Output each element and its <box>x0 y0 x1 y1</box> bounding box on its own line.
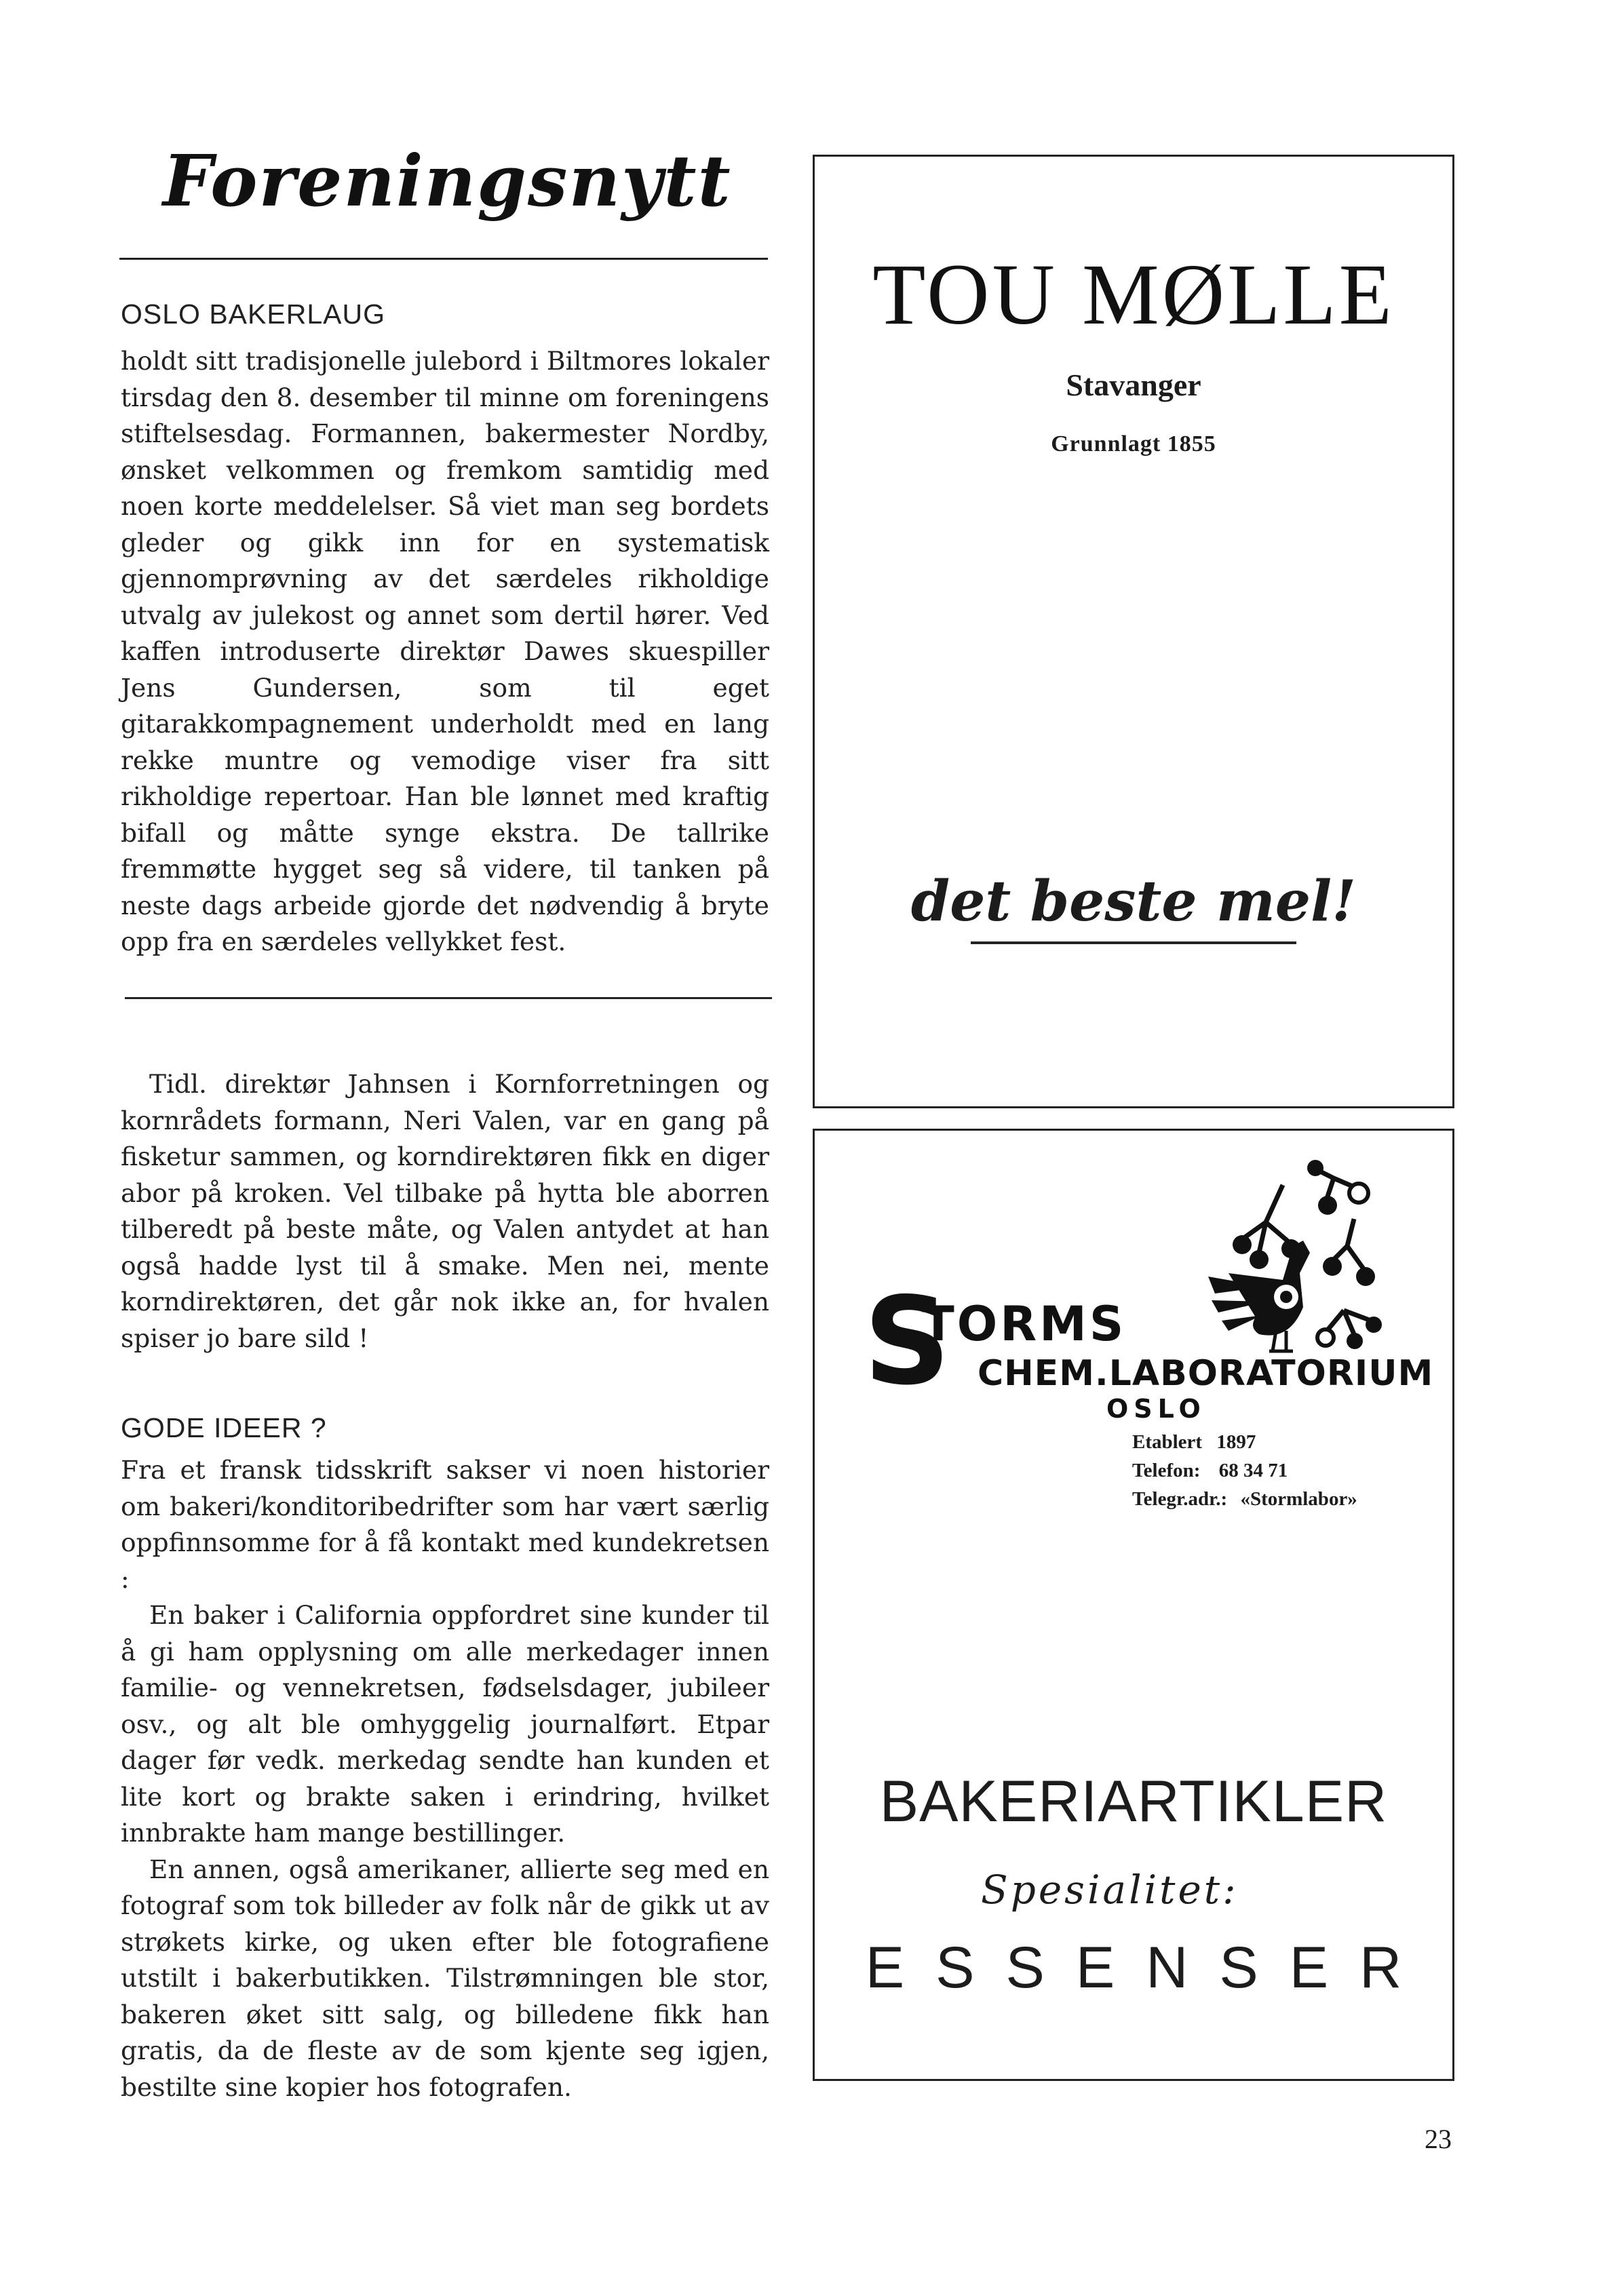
storms-specialty-value: ESSENSER <box>865 1935 1433 2000</box>
article-body-gode-ideer <box>121 1452 769 2105</box>
storms-phone-value: 68 34 71 <box>1218 1460 1288 1481</box>
ad-tou-title: TOU MØLLE <box>872 246 1395 343</box>
storms-established-value: 1897 <box>1216 1431 1256 1453</box>
ad-tou-city: Stavanger <box>1066 368 1201 402</box>
storms-telegram-value: «Stormlabor» <box>1240 1488 1357 1510</box>
storms-city: OSLO <box>1106 1394 1206 1424</box>
ad-storms <box>813 1129 1454 2081</box>
article-paragraph: Fra et fransk tidsskrift sakser vi noen historier om bakeri/konditoribedrifter som har vært særlig oppfinnsomme for å få kontakt med kundekretsen : <box>121 1455 769 1594</box>
article-paragraph: En annen, også amerikaner, allierte seg med en fotograf som tok billeder av folk når de gikk ut av strøkets kirke, og uken efter ble fotografiene utstilt i bakerbutikken. Tilstrømningen ble stor, bakeren øket sitt salg, og billedene fikk han gratis, da de fleste av de som kjente seg igjen, bestilte sine kopier hos fotografen. <box>121 1854 769 2102</box>
storms-established-label: Etablert <box>1132 1431 1203 1453</box>
storms-established <box>1132 1428 1357 1456</box>
article-body-anecdote <box>121 1066 769 1357</box>
storms-lab-line: CHEM.LABORATORIUM <box>978 1353 1434 1394</box>
ad-tou-slogan-underline <box>971 941 1296 944</box>
storms-phone-label: Telefon: <box>1132 1460 1201 1481</box>
ad-tou-slogan: det beste mel! <box>910 869 1357 934</box>
ad-tou-founded: Grunnlagt 1855 <box>1051 431 1216 456</box>
storms-brand-name: TORMS <box>922 1296 1127 1352</box>
storms-product-line: BAKERIARTIKLER <box>879 1769 1388 1834</box>
article-heading-oslo-bakerlaug: OSLO BAKERLAUG <box>121 298 385 330</box>
storms-contact-details <box>1132 1428 1357 1513</box>
storms-telegram-label: Telegr.adr.: <box>1132 1488 1228 1510</box>
storms-brand-initial: S <box>864 1271 951 1412</box>
page-number: 23 <box>1425 2124 1452 2154</box>
article-body-oslo-bakerlaug <box>121 343 769 960</box>
article-paragraph: holdt sitt tradisjonelle julebord i Biltmores lokaler tirsdag den 8. desember til minne om foreningens stiftelsesdag. Formannen, bakermester Nordby, ønsket velkommen og fremkom samtidig med noen korte meddelelser. Så viet man seg bordets gleder og gikk inn for en systematisk gjennomprøvning av det særdeles rikholdige utvalg av julekost og annet som dertil hører. Ved kaffen introduserte direktør Dawes skuespiller Jens Gundersen, som til eget gitarakkompagnement underholdt med en lang rekke muntre og vemodige viser fra sitt rikholdige repertoar. Han ble lønnet med kraftig bifall og måtte synge ekstra. De tallrike fremmøtte hygget seg så videre, til tanken på neste dags arbeide gjorde det nødvendig å bryte opp fra en særdeles vellykket fest. <box>121 346 769 956</box>
storms-specialty-label: Spesialitet: <box>981 1867 1239 1913</box>
article-divider <box>125 997 772 999</box>
storms-telegram <box>1132 1485 1357 1513</box>
masthead-title: Foreningsnytt <box>163 139 732 222</box>
masthead-rule <box>119 258 768 260</box>
storms-phone <box>1132 1456 1357 1485</box>
article-paragraph: En baker i California oppfordret sine kunder til å gi ham opplysning om alle merkedager innen familie- og vennekretsen, fødselsdager, jubileer osv., og alt ble omhyggelig journalført. Etpar dager før vedk. merkedag sendte han kunden et lite kort og brakte saken i erindring, hvilket innbrakte ham mange bestillinger. <box>121 1600 769 1848</box>
article-heading-gode-ideer: GODE IDEER ? <box>121 1412 327 1443</box>
ad-tou-molle <box>813 155 1454 1108</box>
article-paragraph: Tidl. direktør Jahnsen i Kornforretningen og kornrådets formann, Neri Valen, var en gang på fisketur sammen, og korndirektøren fikk en diger abor på kroken. Vel tilbake på hytta ble aborren tilberedt på beste måte, og Valen antydet at han også hadde lyst til å smake. Men nei, mente korndirektøren, det går nok ikke an, for hvalen spiser jo bare sild ! <box>121 1069 769 1353</box>
bird-berries-logo-icon <box>1201 1158 1425 1368</box>
